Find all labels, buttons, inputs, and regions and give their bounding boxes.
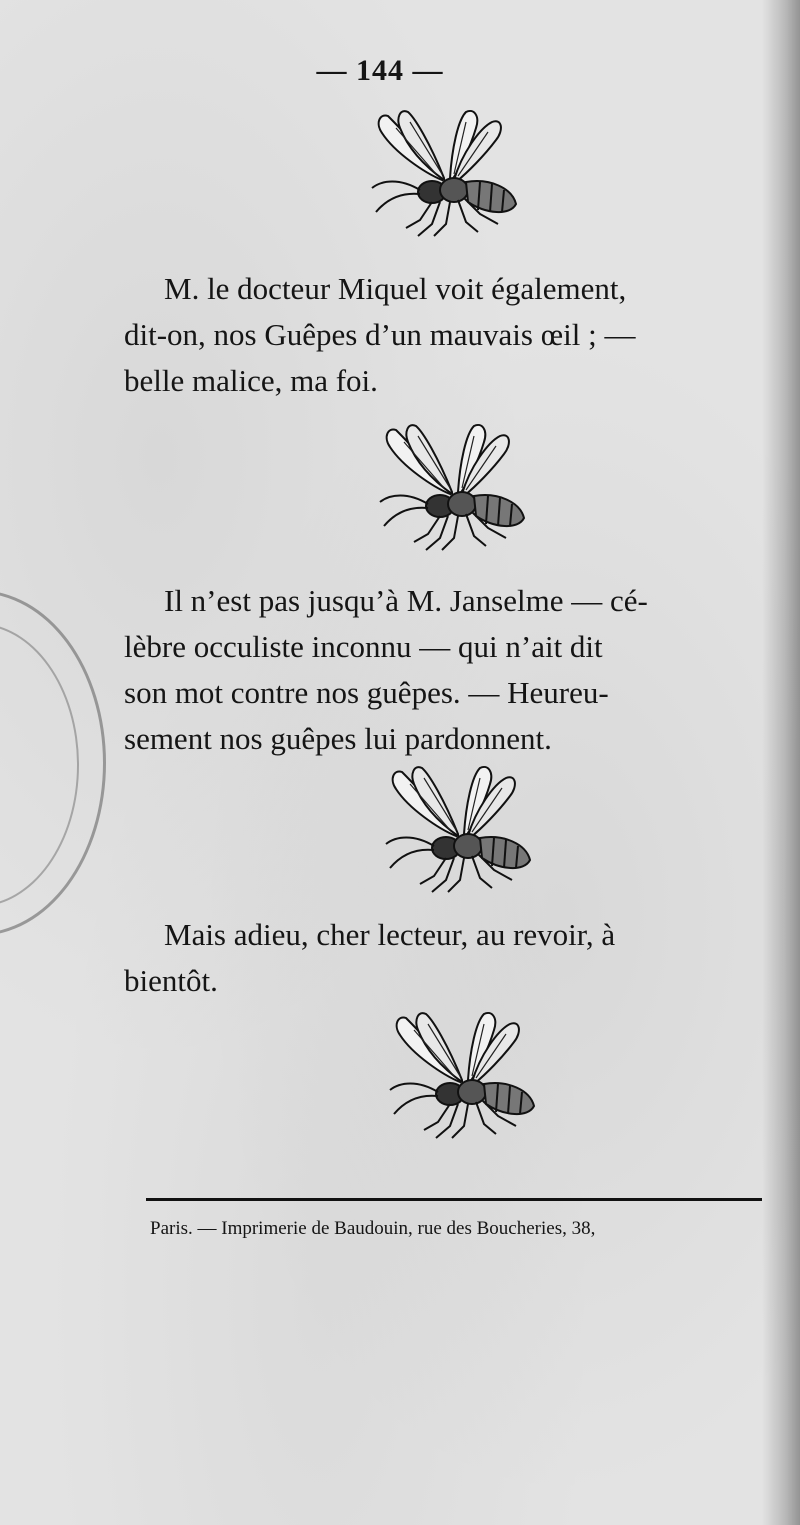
footer-rule: [146, 1198, 762, 1201]
paragraph-3: [124, 912, 760, 1004]
paragraph-line: Mais adieu, cher lecteur, au revoir, à: [164, 917, 616, 952]
paragraph-line: son mot contre nos guêpes. — Heureu-: [124, 675, 609, 710]
paragraph-line: Il n’est pas jusqu’à M. Janselme — cé-: [164, 583, 648, 618]
printer-imprint: Paris. — Imprimerie de Baudouin, rue des Boucheries, 38,: [150, 1218, 596, 1239]
paragraph-line: M. le docteur Miquel voit également,: [164, 271, 627, 306]
page-gutter-shadow: [762, 0, 800, 1525]
paragraph-1: [124, 266, 760, 404]
wasp-icon: [384, 764, 534, 894]
paragraph-line: bientôt.: [124, 963, 218, 998]
wasp-icon: [388, 1010, 538, 1140]
wasp-icon: [370, 108, 520, 238]
library-stamp: [0, 590, 106, 936]
paragraph-line: dit-on, nos Guêpes d’un mauvais œil ; —: [124, 317, 636, 352]
paragraph-2: [124, 578, 760, 762]
library-stamp-inner-ring: [0, 623, 79, 907]
page-number: — 144 —: [316, 54, 444, 87]
paragraph-line: sement nos guêpes lui pardonnent.: [124, 721, 552, 756]
paragraph-line: belle malice, ma foi.: [124, 363, 378, 398]
wasp-icon: [378, 422, 528, 552]
paragraph-line: lèbre occuliste inconnu — qui n’ait dit: [124, 629, 603, 664]
